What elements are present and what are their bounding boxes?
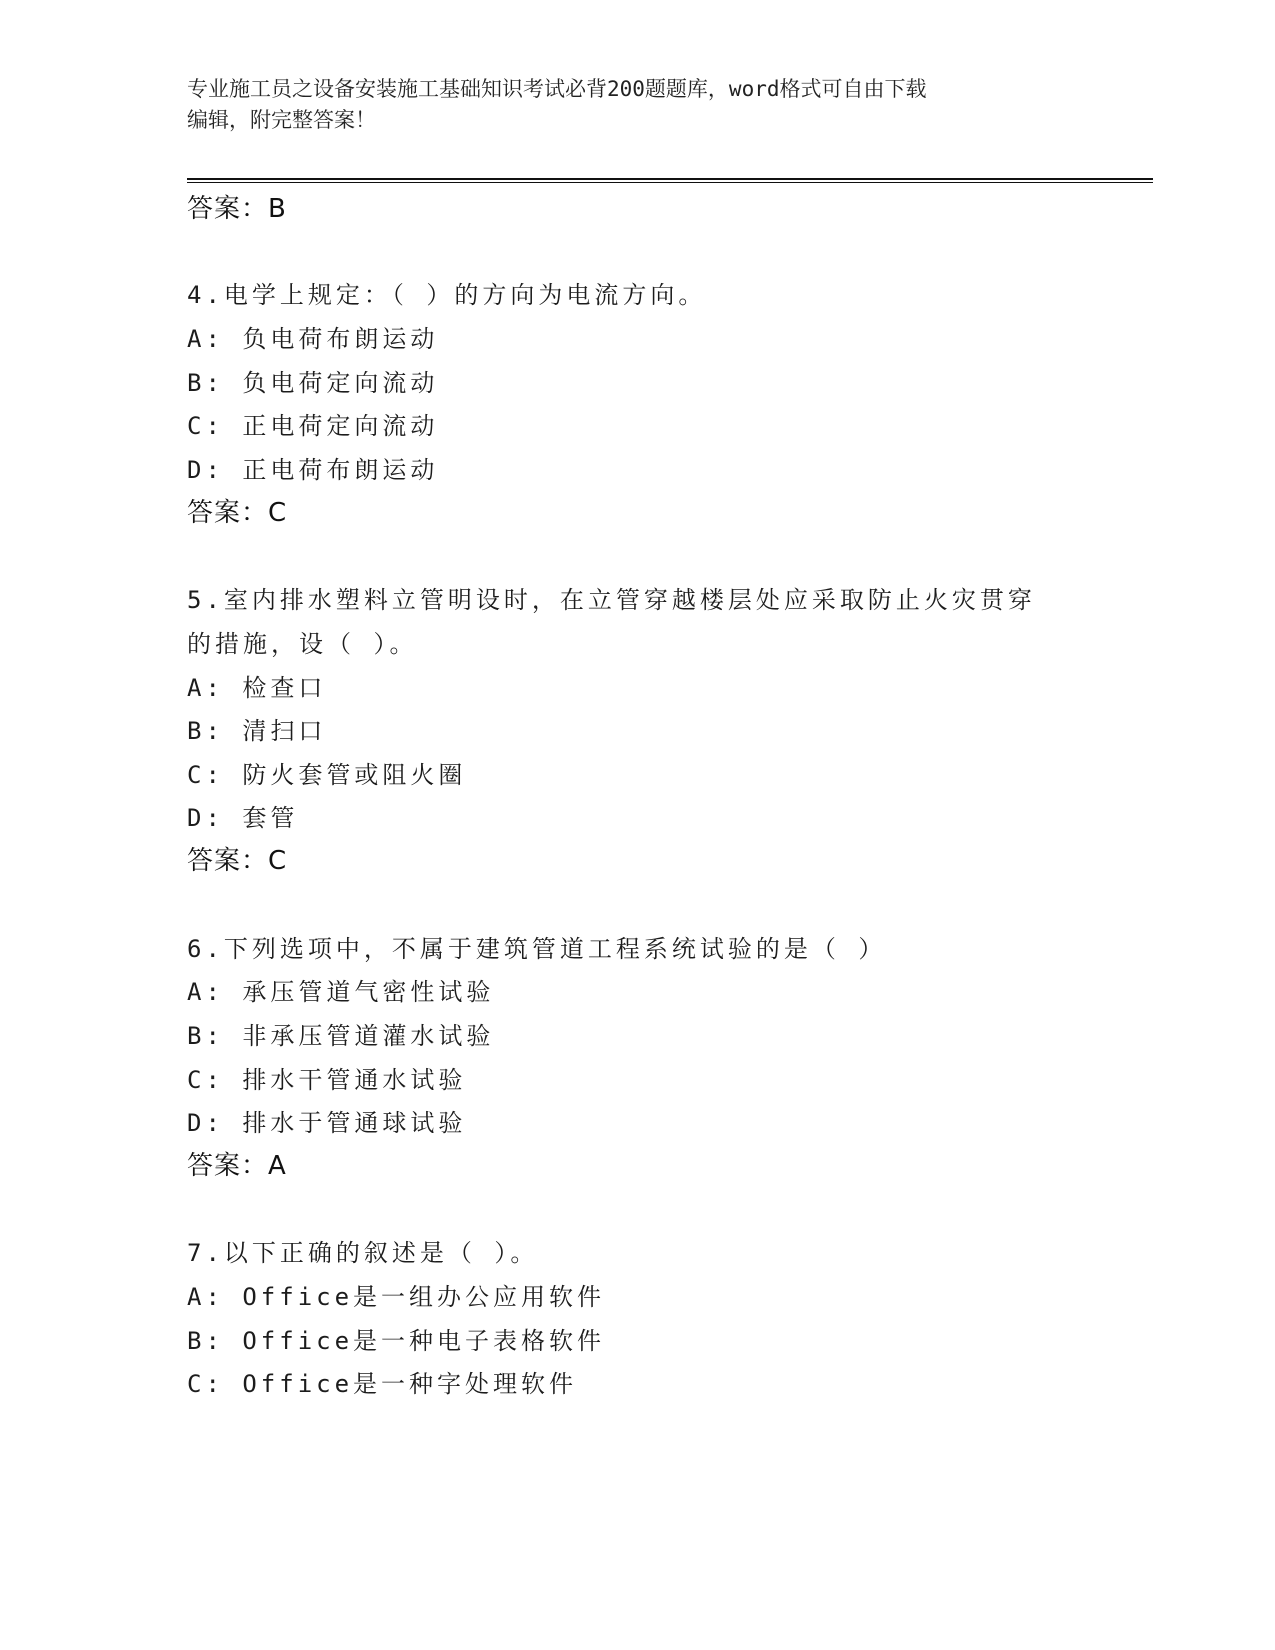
header-rule — [187, 178, 1153, 180]
question-4-stem: 4.电学上规定：（ ）的方向为电流方向。 — [187, 281, 707, 309]
header-rule-thin — [187, 182, 1153, 183]
question-6-option-b: B: 非承压管道灌水试验 — [187, 1022, 495, 1050]
question-5-stem-line-1: 5.室内排水塑料立管明设时，在立管穿越楼层处应采取防止火灾贯穿 — [187, 586, 1036, 614]
question-5-option-c: C: 防火套管或阻火圈 — [187, 761, 467, 789]
page-header — [187, 74, 1067, 136]
question-5-answer: 答案：C — [187, 846, 288, 876]
question-7-option-a: A: Office是一组办公应用软件 — [187, 1283, 606, 1311]
header-line-1: 专业施工员之设备安装施工基础知识考试必背200题题库，word格式可自由下载 — [187, 77, 927, 101]
question-6-option-a: A: 承压管道气密性试验 — [187, 978, 495, 1006]
question-7-option-c: C: Office是一种字处理软件 — [187, 1370, 578, 1398]
question-4-answer: 答案：C — [187, 498, 288, 528]
question-7-option-b: B: Office是一种电子表格软件 — [187, 1327, 606, 1355]
question-4-option-c: C: 正电荷定向流动 — [187, 412, 439, 440]
question-6-option-c: C: 排水干管通水试验 — [187, 1066, 467, 1094]
question-5-option-d: D: 套管 — [187, 804, 299, 832]
question-4-option-b: B: 负电荷定向流动 — [187, 369, 439, 397]
question-5-stem-line-2: 的措施，设（ ）。 — [187, 630, 418, 658]
header-line-2: 编辑，附完整答案！ — [187, 108, 376, 132]
question-4-option-a: A: 负电荷布朗运动 — [187, 325, 439, 353]
question-7-stem: 7.以下正确的叙述是（ ）。 — [187, 1239, 539, 1267]
question-6-option-d: D: 排水于管通球试验 — [187, 1109, 467, 1137]
question-5-option-a: A: 检查口 — [187, 674, 327, 702]
question-6-stem: 6.下列选项中，不属于建筑管道工程系统试验的是（ ） — [187, 935, 887, 963]
previous-answer: 答案：B — [187, 194, 287, 224]
question-4-option-d: D: 正电荷布朗运动 — [187, 456, 439, 484]
question-5-option-b: B: 清扫口 — [187, 717, 327, 745]
question-6-answer: 答案：A — [187, 1151, 287, 1181]
